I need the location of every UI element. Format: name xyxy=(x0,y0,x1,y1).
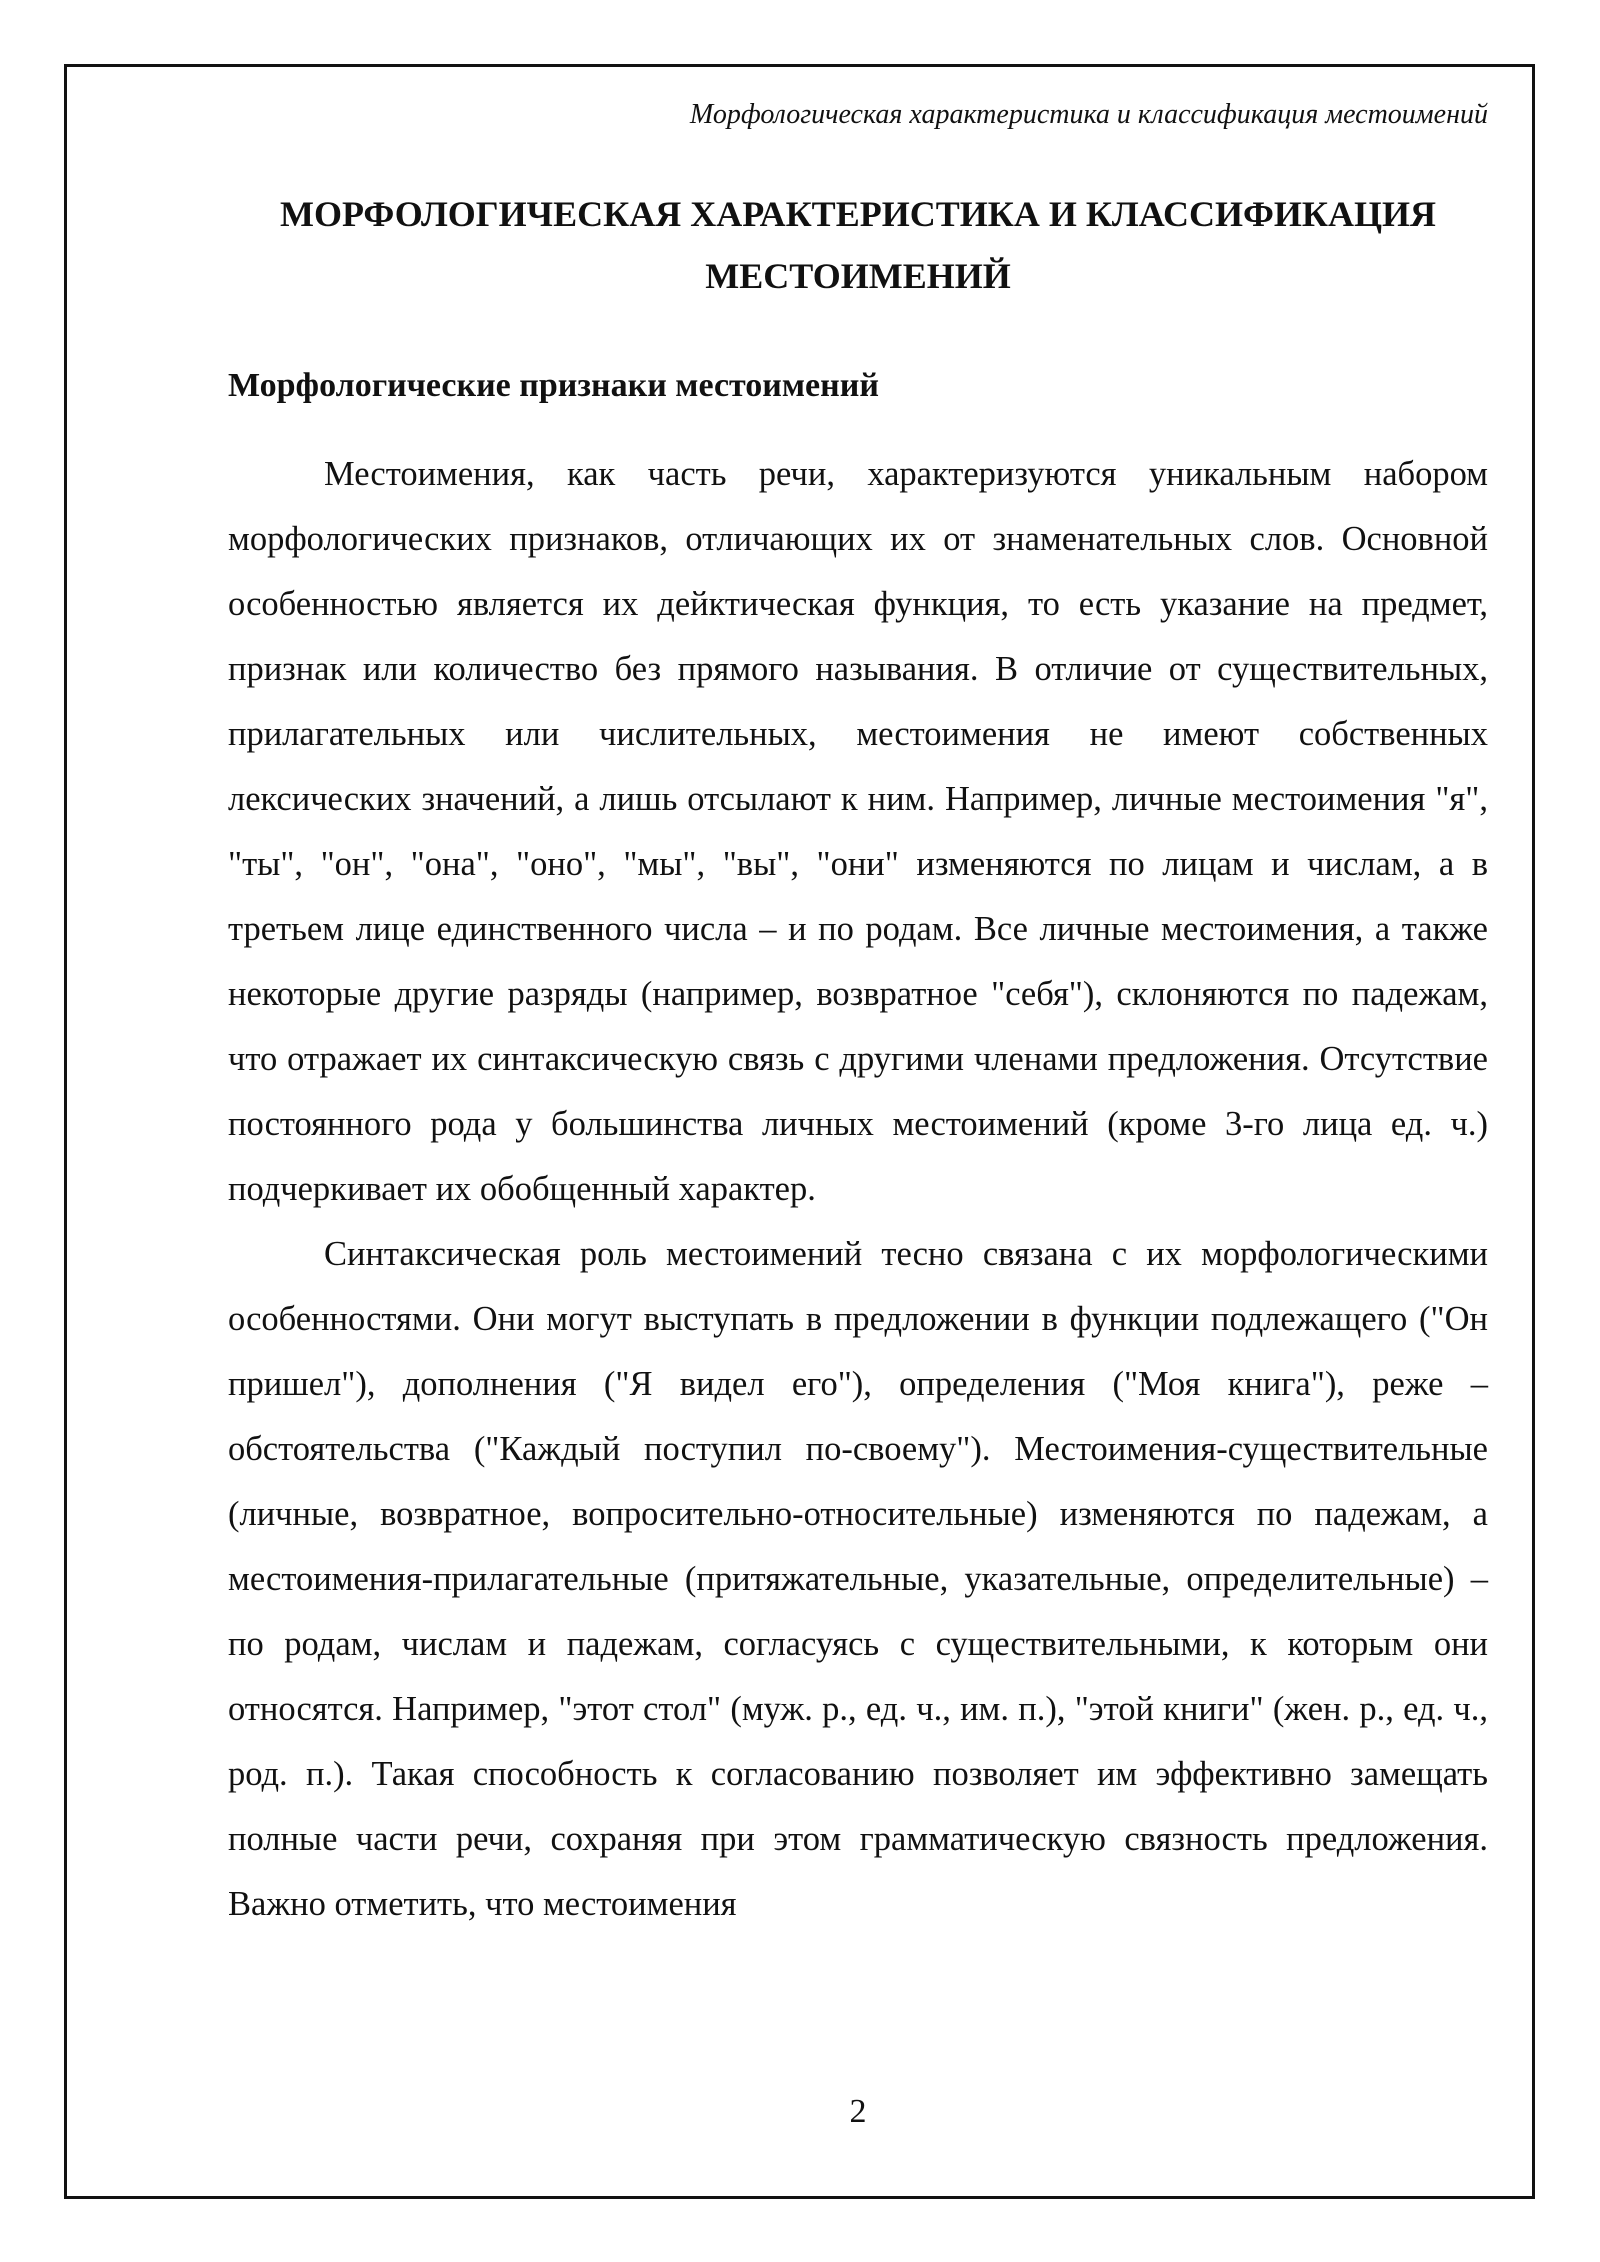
paragraph-1: Местоимения, как часть речи, характеризуются уникальным набором морфологических признаков, отличающих их от знаменательных слов. Основной особенностью является их дейктическая функция, то есть указание на предмет, признак или количество без прямого называния. В отличие от существительных, прилагательных или числительных, местоимения не имеют собственных лексических значений, а лишь отсылают к ним. Например, личные местоимения "я", "ты", "он", "она", "оно", "мы", "вы", "они" изменяются по лицам и числам, а в третьем лице единственного числа – и по родам. Все личные местоимения, а также некоторые другие разряды (например, возвратное "себя"), склоняются по падежам, что отражает их синтаксическую связь с другими членами предложения. Отсутствие постоянного рода у большинства личных местоимений (кроме 3-го лица ед. ч.) подчеркивает их обобщенный характер. xyxy=(228,455,1488,1208)
page-number: 2 xyxy=(849,2093,867,2130)
running-header: Морфологическая характеристика и классификация местоимений xyxy=(689,99,1488,130)
document-title-line-1: МОРФОЛОГИЧЕСКАЯ ХАРАКТЕРИСТИКА И КЛАССИФИКАЦИЯ xyxy=(280,194,1436,234)
section-heading: Морфологические признаки местоимений xyxy=(228,367,879,404)
document-title-line-2: МЕСТОИМЕНИЙ xyxy=(705,256,1011,296)
document-title xyxy=(228,183,1488,307)
body-text xyxy=(228,442,1488,1937)
paragraph-2: Синтаксическая роль местоимений тесно связана с их морфологическими особенностями. Они могут выступать в предложении в функции подлежащего ("Он пришел"), дополнения ("Я видел его"), определения ("Моя книга"), реже – обстоятельства ("Каждый поступил по-своему"). Местоимения-существительные (личные, возвратное, вопросительно-относительные) изменяются по падежам, а местоимения-прилагательные (притяжательные, указательные, определительные) – по родам, числам и падежам, согласуясь с существительными, к которым они относятся. Например, "этот стол" (муж. р., ед. ч., им. п.), "этой книги" (жен. р., ед. ч., род. п.). Такая способность к согласованию позволяет им эффективно замещать полные части речи, сохраняя при этом грамматическую связность предложения. Важно отметить, что местоимения xyxy=(228,1235,1488,1923)
